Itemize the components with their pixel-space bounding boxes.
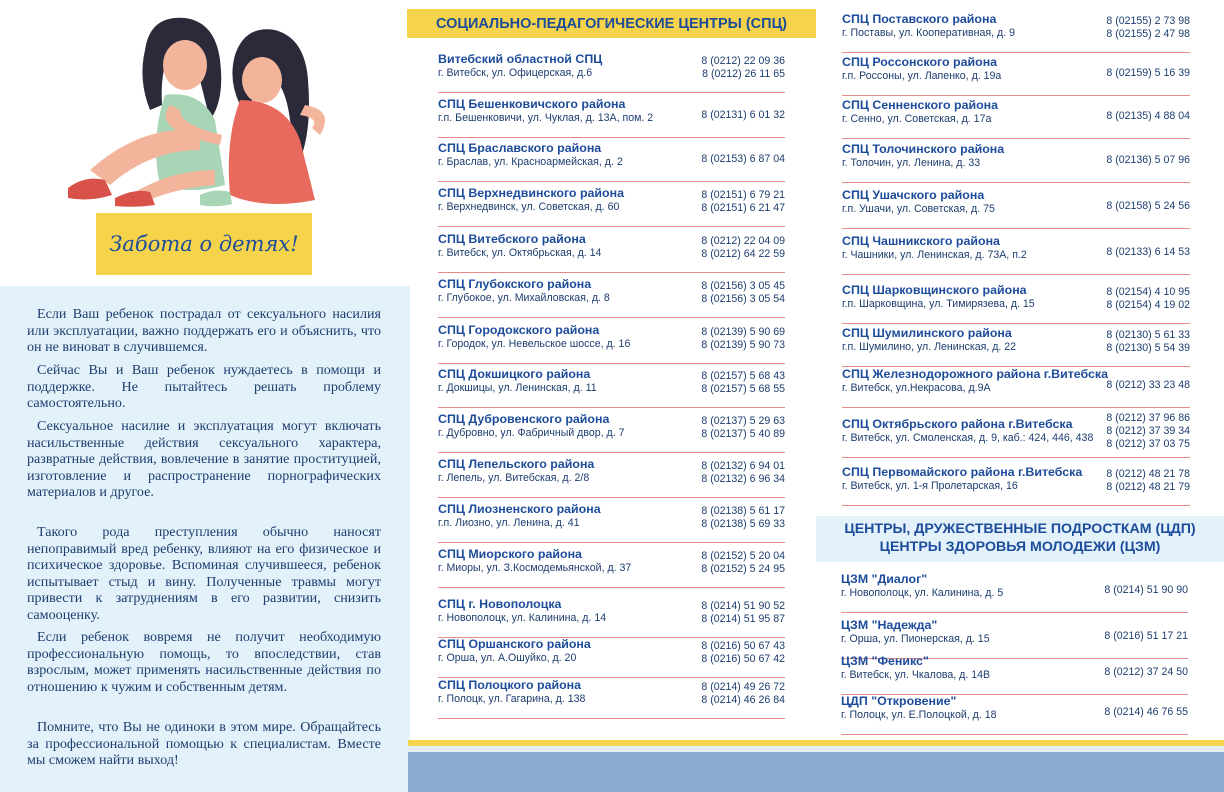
phone-number: 8 (02138) 5 69 33	[701, 518, 785, 530]
center-phones	[701, 600, 785, 626]
center-address: г. Витебск, ул. Офицерская, д.6	[438, 67, 593, 79]
phone-number: 8 (0214) 51 90 52	[701, 600, 785, 612]
center-name: СПЦ Шумилинского района	[842, 326, 1012, 340]
center-name: СПЦ Поставского района	[842, 12, 997, 26]
center-name: СПЦ Россонского района	[842, 55, 998, 69]
center-phones	[1106, 379, 1190, 392]
center-name: СПЦ Лиозненского района	[438, 502, 601, 516]
phone-number: 8 (02152) 5 20 04	[701, 550, 785, 562]
phone-number: 8 (02136) 5 07 96	[1106, 154, 1190, 166]
center-entry	[842, 231, 1190, 275]
youth-centers-header-line-2: ЦЕНТРЫ ЗДОРОВЬЯ МОЛОДЕЖИ (ЦЗМ)	[879, 538, 1161, 555]
center-name: СПЦ Полоцкого района	[438, 678, 582, 692]
center-address: г. Докшицы, ул. Ленинская, д. 11	[438, 382, 597, 394]
center-phones	[1106, 329, 1190, 355]
center-phones	[701, 235, 785, 261]
center-name: СПЦ Верхнедвинского района	[438, 186, 624, 200]
center-entry	[842, 52, 1190, 96]
phone-number: 8 (0212) 37 24 50	[1104, 666, 1188, 678]
center-address: г. Орша, ул. Пионерская, д. 15	[841, 633, 990, 645]
center-address: г. Витебск, ул. Октябрьская, д. 14	[438, 247, 602, 259]
phone-number: 8 (02155) 2 73 98	[1106, 15, 1190, 27]
center-address: г. Браслав, ул. Красноармейская, д. 2	[438, 156, 623, 168]
care-banner	[96, 213, 312, 275]
center-entry	[842, 9, 1190, 53]
phone-number: 8 (02154) 4 19 02	[1106, 299, 1190, 311]
center-phones	[1106, 468, 1190, 494]
center-address: г.п. Ушачи, ул. Советская, д. 75	[842, 203, 995, 215]
center-phones	[701, 505, 785, 531]
center-entry	[438, 49, 785, 93]
center-entry	[438, 594, 785, 638]
center-address: г. Глубокое, ул. Михайловская, д. 8	[438, 292, 610, 304]
center-address: г. Сенно, ул. Советская, д. 17а	[842, 113, 992, 125]
center-phones	[701, 460, 785, 486]
phone-number: 8 (0212) 48 21 79	[1106, 481, 1190, 493]
center-phones	[1106, 110, 1190, 123]
center-address: г. Миоры, ул. З.Космодемьянской, д. 37	[438, 562, 632, 574]
phone-number: 8 (0212) 26 11 65	[702, 68, 785, 80]
phone-number: 8 (0216) 50 67 43	[701, 640, 785, 652]
center-entry	[438, 320, 785, 364]
phone-number: 8 (02130) 5 54 39	[1106, 342, 1190, 354]
phone-number: 8 (0214) 51 90 90	[1104, 584, 1188, 596]
center-name: СПЦ Миорского района	[438, 547, 582, 561]
center-name: СПЦ Железнодорожного района г.Витебска	[842, 367, 1108, 381]
paragraph-1: Если Ваш ребенок пострадал от сексуального насилия или эксплуатации, важно поддержать его и объяснить, что он не виноват в случившемся.	[27, 306, 381, 356]
center-entry	[842, 364, 1190, 408]
phone-number: 8 (02138) 5 61 17	[701, 505, 785, 517]
center-address: г. Толочин, ул. Ленина, д. 33	[842, 157, 981, 169]
phone-number: 8 (0212) 37 96 86	[1106, 412, 1190, 424]
phone-number: 8 (02133) 6 14 53	[1106, 246, 1190, 258]
center-address: г. Новополоцк, ул. Калинина, д. 14	[438, 612, 607, 624]
center-entry	[438, 675, 785, 719]
center-entry	[438, 634, 785, 678]
center-name: СПЦ Ушачского района	[842, 188, 985, 202]
phone-number: 8 (02156) 3 05 54	[701, 293, 785, 305]
center-entry	[438, 274, 785, 318]
center-phones	[1106, 15, 1190, 41]
phone-number: 8 (02157) 5 68 43	[701, 370, 785, 382]
phone-number: 8 (02132) 6 94 01	[701, 460, 785, 472]
center-phones	[701, 109, 785, 122]
phone-number: 8 (0214) 46 76 55	[1104, 706, 1188, 718]
center-name: СПЦ Шарковщинского района	[842, 283, 1027, 297]
phone-number: 8 (02132) 6 96 34	[701, 473, 785, 485]
center-phones	[1106, 286, 1190, 312]
center-address: г.п. Лиозно, ул. Ленина, д. 41	[438, 517, 580, 529]
center-phones	[1106, 246, 1190, 259]
phone-number: 8 (02137) 5 40 89	[701, 428, 785, 440]
center-phones	[701, 640, 785, 666]
paragraph-2: Сейчас Вы и Ваш ребенок нуждаетесь в помощи и поддержке. Не пытайтесь решать проблему самостоятельно.	[27, 362, 381, 412]
phone-number: 8 (0212) 22 04 09	[701, 235, 785, 247]
center-phones	[701, 280, 785, 306]
center-entry	[438, 364, 785, 408]
paragraph-4: Такого рода преступления обычно наносят непоправимый вред ребенку, влияют на его физическое и психическое здоровье. Вспоминая случившееся, ребенок испытывает стыд и вину. Полученные травмы могут привести к затруднениям в его развитии, снизить самооценку.	[27, 524, 381, 623]
center-address: г. Лепель, ул. Витебская, д. 2/8	[438, 472, 590, 484]
phone-number: 8 (02158) 5 24 56	[1106, 200, 1190, 212]
center-name: СПЦ Сенненского района	[842, 98, 999, 112]
center-name: СПЦ Дубровенского района	[438, 412, 610, 426]
center-entry	[438, 138, 785, 182]
phone-number: 8 (02137) 5 29 63	[701, 415, 785, 427]
phone-number: 8 (02154) 4 10 95	[1106, 286, 1190, 298]
center-phones	[701, 681, 785, 707]
center-entry	[842, 139, 1190, 183]
phone-number: 8 (02131) 6 01 32	[701, 109, 785, 121]
center-name: СПЦ Чашникского района	[842, 234, 1000, 248]
center-name: СПЦ Бешенковичского района	[438, 97, 626, 111]
phone-number: 8 (02139) 5 90 73	[701, 339, 785, 351]
center-phones	[1104, 630, 1188, 643]
center-entry	[438, 409, 785, 453]
center-address: г. Орша, ул. А.Ошуйко, д. 20	[438, 652, 577, 664]
center-phones	[701, 326, 785, 352]
center-phones	[701, 370, 785, 396]
bottom-stripe-light	[408, 746, 1224, 752]
paragraph-3: Сексуальное насилие и эксплуатация могут включать насильственные действия сексуального характера, развратные действия, вовлечение в занятие проституцией, изготовление и распространение порнографических материалов и другое.	[27, 418, 381, 501]
center-entry	[842, 185, 1190, 229]
center-address: г. Дубровно, ул. Фабричный двор, д. 7	[438, 427, 625, 439]
center-entry	[842, 280, 1190, 324]
phone-number: 8 (0214) 51 95 87	[701, 613, 785, 625]
center-entry	[438, 183, 785, 227]
center-phones	[1106, 200, 1190, 213]
center-name: ЦЗМ "Диалог"	[841, 572, 928, 586]
center-name: СПЦ Браславского района	[438, 141, 602, 155]
center-phones	[701, 189, 785, 215]
center-name: СПЦ Витебского района	[438, 232, 586, 246]
center-phones	[1104, 584, 1188, 597]
center-entry	[438, 499, 785, 543]
phone-number: 8 (0212) 33 23 48	[1106, 379, 1190, 391]
center-entry	[841, 569, 1188, 613]
center-entry	[841, 691, 1188, 735]
phone-number: 8 (02151) 6 79 21	[701, 189, 785, 201]
center-name: СПЦ Городокского района	[438, 323, 600, 337]
phone-number: 8 (0212) 64 22 59	[701, 248, 785, 260]
center-name: СПЦ Первомайского района г.Витебска	[842, 465, 1083, 479]
youth-centers-header-line-1: ЦЕНТРЫ, ДРУЖЕСТВЕННЫЕ ПОДРОСТКАМ (ЦДП)	[844, 521, 1196, 537]
center-address: г. Новополоцк, ул. Калинина, д. 5	[841, 587, 1004, 599]
phone-number: 8 (02151) 6 21 47	[701, 202, 785, 214]
phone-number: 8 (02155) 2 47 98	[1106, 28, 1190, 40]
center-entry	[438, 454, 785, 498]
spc-header: СОЦИАЛЬНО-ПЕДАГОГИЧЕСКИЕ ЦЕНТРЫ (СПЦ)	[407, 9, 816, 38]
center-phones	[701, 153, 785, 166]
center-name: ЦЗМ "Надежда"	[841, 618, 938, 632]
center-address: г. Верхнедвинск, ул. Советская, д. 60	[438, 201, 620, 213]
phone-number: 8 (02152) 5 24 95	[701, 563, 785, 575]
center-entry	[842, 95, 1190, 139]
phone-number: 8 (0214) 46 26 84	[701, 694, 785, 706]
center-name: СПЦ Оршанского района	[438, 637, 591, 651]
center-address: г. Полоцк, ул. Гагарина, д. 138	[438, 693, 586, 705]
center-entry	[841, 651, 1188, 695]
center-address: г. Поставы, ул. Кооперативная, д. 9	[842, 27, 1016, 39]
phone-number: 8 (0216) 51 17 21	[1104, 630, 1188, 642]
center-name: ЦДП "Откровение"	[841, 694, 957, 708]
center-name: Витебский областной СПЦ	[438, 52, 603, 66]
phone-number: 8 (0212) 37 03 75	[1106, 438, 1190, 450]
center-phones	[701, 550, 785, 576]
center-entry	[842, 323, 1190, 367]
youth-centers-header	[816, 516, 1224, 562]
paragraph-5: Если ребенок вовремя не получит необходимую профессиональную помощь, то впоследствии, став взрослым, может применять насильственные действия по отношению к чужим и собственным детям.	[27, 629, 381, 695]
phone-number: 8 (02139) 5 90 69	[701, 326, 785, 338]
phone-number: 8 (02157) 5 68 55	[701, 383, 785, 395]
center-address: г. Витебск, ул. Чкалова, д. 14В	[841, 669, 991, 681]
center-entry	[438, 544, 785, 588]
phone-number: 8 (0216) 50 67 42	[701, 653, 785, 665]
center-phones	[1106, 412, 1190, 451]
center-phones	[1104, 666, 1188, 679]
center-phones	[701, 415, 785, 441]
center-phones	[1104, 706, 1188, 719]
phone-number: 8 (02130) 5 61 33	[1106, 329, 1190, 341]
phone-number: 8 (0212) 48 21 78	[1106, 468, 1190, 480]
two-girls-illustration	[50, 10, 350, 210]
center-phones	[701, 55, 785, 81]
center-name: СПЦ Докшицкого района	[438, 367, 591, 381]
center-address: г. Витебск, ул. 1-я Пролетарская, 16	[842, 480, 1018, 492]
center-name: СПЦ Толочинского района	[842, 142, 1005, 156]
center-entry	[438, 229, 785, 273]
center-address: г.п. Шумилино, ул. Ленинская, д. 22	[842, 341, 1017, 353]
center-address: г. Витебск, ул.Некрасова, д.9А	[842, 382, 991, 394]
center-address: г.п. Россоны, ул. Лапенко, д. 19а	[842, 70, 1002, 82]
phone-number: 8 (0212) 22 09 36	[701, 55, 785, 67]
center-address: г. Городок, ул. Невельское шоссе, д. 16	[438, 338, 631, 350]
center-entry	[842, 462, 1190, 506]
phone-number: 8 (0214) 49 26 72	[701, 681, 785, 693]
phone-number: 8 (0212) 37 39 34	[1106, 425, 1190, 437]
center-name: СПЦ Октябрьского района г.Витебска	[842, 417, 1073, 431]
center-name: СПЦ Лепельского района	[438, 457, 595, 471]
center-address: г. Витебск, ул. Смоленская, д. 9, каб.: 424, 446, 438	[842, 432, 1094, 444]
paragraph-6: Помните, что Вы не одиноки в этом мире. Обращайтесь за профессиональной помощью к специалистам. Вместе мы сможем найти выход!	[27, 719, 381, 769]
center-address: г.п. Шарковщина, ул. Тимирязева, д. 15	[842, 298, 1035, 310]
phone-number: 8 (02135) 4 88 04	[1106, 110, 1190, 122]
phone-number: 8 (02156) 3 05 45	[701, 280, 785, 292]
banner-text: Забота о детях!	[109, 232, 299, 256]
center-phones	[1106, 67, 1190, 80]
center-address: г. Чашники, ул. Ленинская, д. 73А, п.2	[842, 249, 1027, 261]
phone-number: 8 (02153) 6 87 04	[701, 153, 785, 165]
center-name: СПЦ Глубокского района	[438, 277, 592, 291]
phone-number: 8 (02159) 5 16 39	[1106, 67, 1190, 79]
center-name: ЦЗМ "Феникс"	[841, 654, 929, 668]
center-name: СПЦ г. Новополоцка	[438, 597, 562, 611]
center-phones	[1106, 154, 1190, 167]
center-entry	[438, 94, 785, 138]
center-entry	[842, 414, 1190, 458]
center-address: г. Полоцк, ул. Е.Полоцкой, д. 18	[841, 709, 997, 721]
center-address: г.п. Бешенковичи, ул. Чуклая, д. 13А, пом. 2	[438, 112, 654, 124]
